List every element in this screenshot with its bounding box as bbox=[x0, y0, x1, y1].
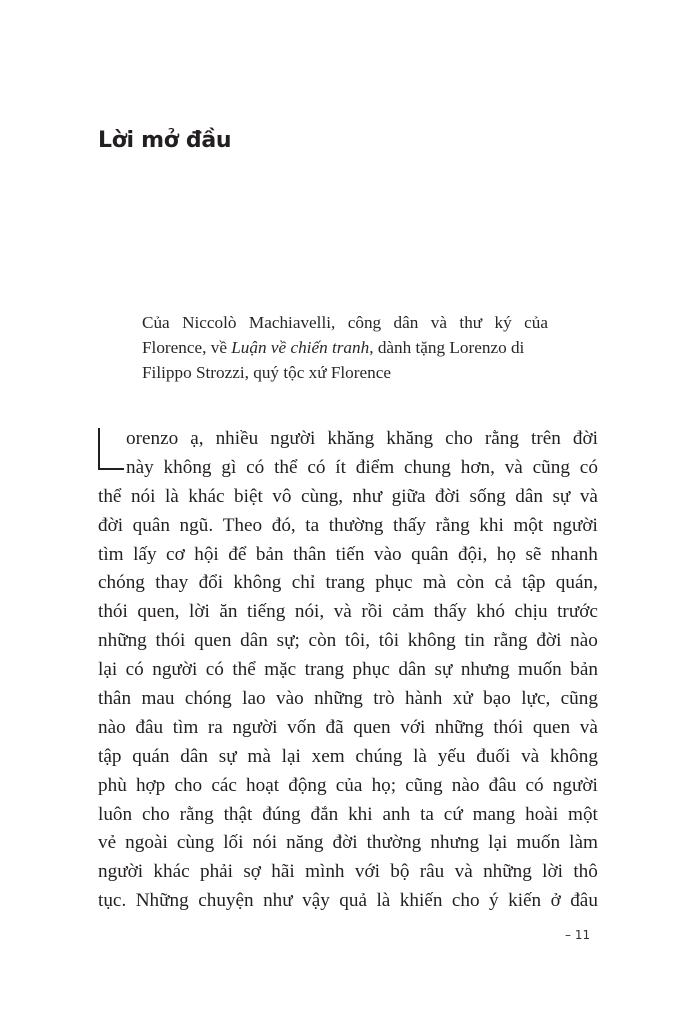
body-line: tập quán dân sự mà lại xem chúng là yếu đuối và không bbox=[98, 745, 598, 767]
body-line: thân mau chóng lao vào những trò hành xử bạo lực, cũng bbox=[98, 688, 598, 710]
body-line: vẻ ngoài cùng lối nói năng đời thường nhưng lại muốn làm bbox=[98, 832, 598, 854]
body-line: đời quân ngũ. Theo đó, ta thường thấy rằng khi một người bbox=[98, 514, 598, 536]
body-line: chóng thay đổi không chỉ trang phục mà còn cả tập quán, bbox=[98, 572, 598, 594]
body-line: thói quen, lời ăn tiếng nói, và rồi cảm thấy khó chịu trước bbox=[98, 601, 598, 623]
dedication-line-1: Của Niccolò Machiavelli, công dân và thư ký của bbox=[142, 313, 548, 332]
book-title: Luận về chiến tranh bbox=[231, 338, 370, 357]
body-line: luôn cho rằng thật đúng đắn khi anh ta cứ mang hoài một bbox=[98, 803, 598, 825]
body-line: phù hợp cho các hoạt động của họ; cũng nào đâu có người bbox=[98, 774, 598, 796]
dedication bbox=[142, 310, 548, 385]
body-line: tục. Những chuyện như vậy quả là khiến cho ý kiến ở đâu bbox=[98, 890, 598, 912]
body-line: này không gì có thể có ít điểm chung hơn, và cũng có bbox=[126, 456, 598, 478]
body-line: nào đâu tìm ra người vốn đã quen với những thói quen và bbox=[98, 716, 598, 738]
body-line: người khác phải sợ hãi mình với bộ râu và những lời thô bbox=[98, 861, 598, 883]
body-line: những thói quen dân sự; còn tôi, tôi không tin rằng đời nào bbox=[98, 630, 598, 652]
page-number: – 11 bbox=[565, 928, 591, 942]
body-line: orenzo ạ, nhiều người khăng khăng cho rằng trên đời bbox=[126, 428, 598, 449]
body-line: lại có người có thể mặc trang phục dân sự nhưng muốn bản bbox=[98, 659, 598, 681]
dedication-line-3: Filippo Strozzi, quý tộc xứ Florence bbox=[142, 363, 391, 382]
body-paragraph bbox=[98, 425, 598, 916]
body-line: thể nói là khác biệt vô cùng, như giữa đời sống dân sự và bbox=[98, 485, 598, 507]
body-line: tìm lấy cơ hội để bản thân tiến vào quân đội, họ sẽ nhanh bbox=[98, 543, 598, 565]
chapter-title: Lời mở đầu bbox=[98, 128, 232, 153]
dedication-line-2: Florence, về Luận về chiến tranh, dành tặng Lorenzo di bbox=[142, 338, 525, 357]
